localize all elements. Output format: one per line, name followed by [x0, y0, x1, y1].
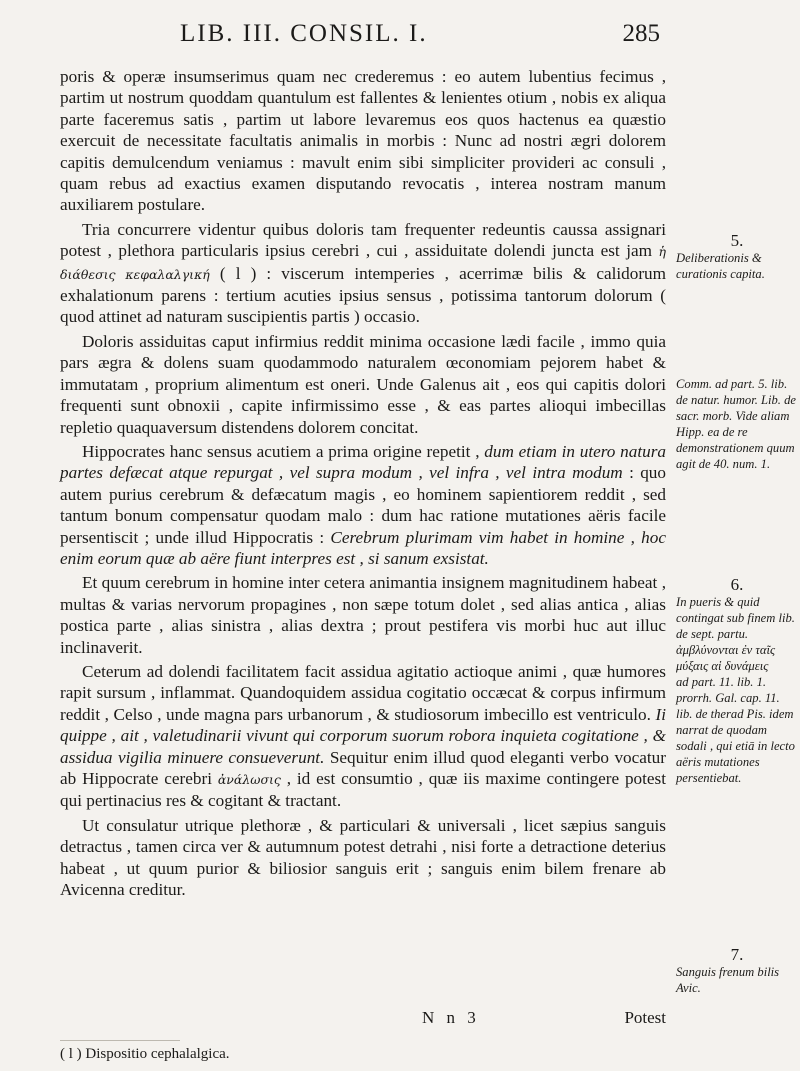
sidenote-text: Comm. ad part. 5. lib. de natur. humor. Lib. de sacr. morb. Vide aliam Hipp. ea de re demonstrationem quum agit de 40. num. 1.	[676, 377, 796, 471]
sidenote-greek: ἀμβλύνονται ἐν ταῖς μύξαις αἱ δυνάμεις	[676, 643, 776, 673]
paragraph-hippocrates	[60, 441, 666, 569]
sidenote-text: In pueris & quid contingat sub finem lib. de sept. partu.	[676, 595, 795, 641]
hipp-text-a: Hippocrates hanc sensus acutiem a prima origine repetit ,	[82, 441, 480, 461]
paragraph-ceterum	[60, 661, 666, 812]
running-title: LIB. III. CONSIL. I.	[180, 20, 428, 47]
ceterum-text-a: Ceterum ad dolendi facilitatem facit assidua agitatio actioque animi , quæ humores rapit sursum , inflammat. Quandoquidem assidua cogitatio occæcat & corpus infirmum reddit , Celso , unde magna pars urbanorum , & studiosorum imbecillo est ventriculo.	[60, 661, 666, 724]
celsus-quote: Ii quippe , ait , valetudinarii vivunt qui corporum suorum robora inquieta cogitatione , & assidua vigilia minuere consueverunt.	[60, 704, 667, 767]
paragraph-tria	[60, 219, 666, 328]
paragraph-consulatur: Ut consulatur utrique plethoræ , & particulari & universali , licet sæpius sanguis detractus , tamen circa ver & autumnum potest detrahi , nisi forte a detractione deterius habeat , ut quum purior & biliosior sanguis erit ; sanguis enim bilem frenare ab Avicenna creditur.	[60, 815, 666, 900]
hipp-quote-a: dum etiam in utero natura partes defæcat atque repurgat , vel supra modum , vel infra , vel intra modum	[60, 441, 667, 483]
sidenote-7	[676, 946, 798, 996]
tria-text-b: ( l ) : viscerum intemperies , acerrimæ bilis & calidorum exhalationum parens : tertium acuties ipsius sensus , potissima tantorum dolorum ( quod attinet ad naturam suscipientis partis ) occasio.	[60, 263, 667, 327]
sidenote-6	[676, 576, 798, 786]
running-head	[180, 20, 660, 54]
sidenote-text: Deliberationis & curationis capita.	[676, 251, 765, 281]
signature-mark: N n 3	[422, 1008, 480, 1027]
hipp-text-b: : quo autem purius cerebrum & defæcatum magis , eo hominem sapientiorem reddit , sed tantum bonum compensatur quodam malo : dum hac ratione mutationes aëris facile persentiscit ; unde illud Hippocratis :	[60, 463, 666, 547]
main-text	[60, 66, 666, 900]
sidenote-text: Sanguis frenum bilis Avic.	[676, 965, 780, 995]
sidenote-number: 6.	[730, 575, 744, 594]
sidenote-references	[676, 376, 798, 472]
sidenote-number: 5.	[730, 231, 744, 250]
greek-word: ἀνάλωσις	[217, 772, 281, 787]
ceterum-text-c: , id est consumtio , quæ iis maxime contingere potest qui pertinacius res & cogitant & tractant.	[60, 769, 666, 811]
sidenote-number: 7.	[730, 945, 744, 964]
catchword: Potest	[624, 1008, 666, 1027]
paragraph-opening: poris & operæ insumserimus quam nec crederemus : eo autem lubentius fecimus , partim ut nostrum quoddam quantulum est fallentes & lenientes otium , nobis ex aliqua parte faceremus satis , partim ut labore levaremus eos quos hactenus ea quæstio exercuit de necessitate facultatis animalis in morbis : Nunc ad nostri ægri dolorem capitis demulcendum veniamus : mavult enim sibi simpliciter provideri ac consuli , quam rebus ad exactius examen disputando revocatis , interea nostram manum auxiliarem postulare.	[60, 67, 666, 215]
footnote-divider	[60, 1040, 180, 1041]
signature-line	[60, 1008, 666, 1032]
hipp-quote-b: Cerebrum plurimam vim habet in homine , hoc enim eorum quæ ab aëre fiunt interpres est , si sanum exsistat.	[60, 527, 666, 568]
paragraph-doloris: Doloris assiduitas caput infirmius reddit minima occasione lædi facile , immo quia pars ægra & dolens suam quodammodo naturalem œconomiam pejorem habet & immutatam , proprium alimentum est oneri. Unde Galenus ait , eos qui capitis dolori frequenti sunt obnoxii , capite infirmissimo esse , & eas partes alioqui imbecillas repletio quaquaversum distendens dolorem concitat.	[60, 331, 666, 437]
page-number: 285	[622, 20, 660, 47]
tria-text-a: Tria concurrere videntur quibus doloris tam frequenter redeuntis caussa assignari potest , plethora particularis ipsius cerebri , cui , assiduitate dolendi juncta est jam	[60, 219, 666, 261]
footnote: ( l ) Dispositio cephalalgica.	[60, 1046, 230, 1062]
sidenote-5	[676, 232, 798, 282]
paragraph-cerebrum: Et quum cerebrum in homine inter cetera animantia insignem magnitudinem habeat , multas & varias nervorum propagines , non sæpe totum dolet , sed alias antica , alias postica parte , alias sinistra , alias dextra ; prout pestifera vis morbi huc aut illuc inclinaverit.	[60, 573, 666, 657]
greek-phrase: ἡ διάθεσις κεφαλαλγική	[60, 244, 666, 282]
ceterum-text-b: Sequitur enim illud quod eleganti verbo vocatur ab Hippocrate cerebri	[60, 747, 666, 788]
sidenote-text: ad part. 11. lib. 1. prorrh. Gal. cap. 11. lib. de therad Pis. idem narrat de quodam sodali , qui etiā in lecto aëris mutationes persentiebat.	[676, 675, 795, 785]
